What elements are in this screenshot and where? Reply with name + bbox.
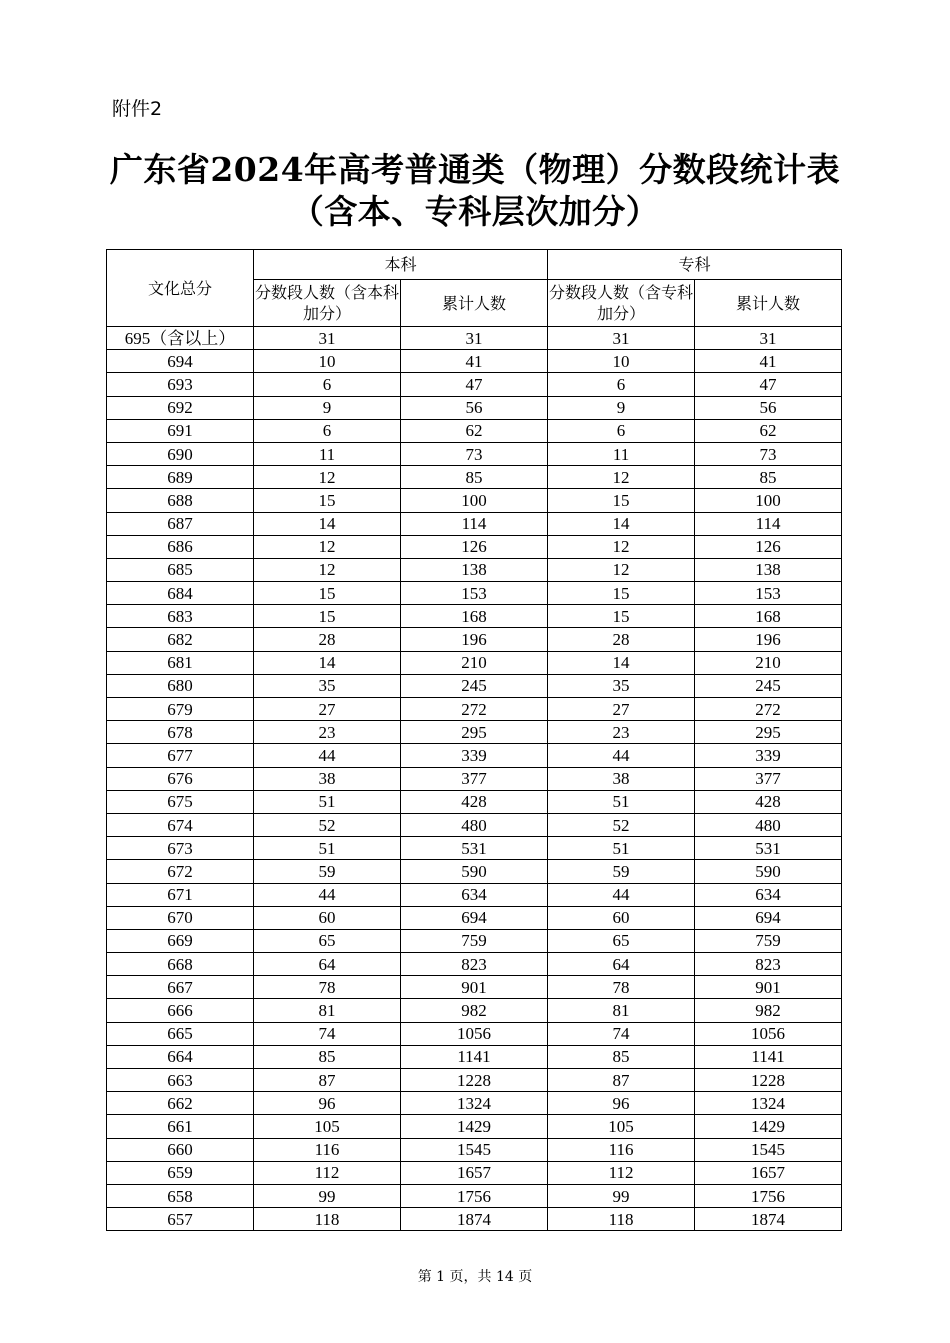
score-cell: 660 <box>107 1138 254 1161</box>
score-cell: 669 <box>107 929 254 952</box>
undergrad-cumulative-cell: 100 <box>401 489 548 512</box>
table-row <box>107 906 842 929</box>
college-cumulative-cell: 295 <box>695 721 842 744</box>
score-cell: 687 <box>107 512 254 535</box>
college-cumulative-cell: 31 <box>695 327 842 350</box>
undergrad-count-cell: 96 <box>254 1092 401 1115</box>
undergrad-cumulative-cell: 210 <box>401 651 548 674</box>
table-row <box>107 582 842 605</box>
score-cell: 690 <box>107 442 254 465</box>
table-row <box>107 535 842 558</box>
table-row <box>107 327 842 350</box>
table-row <box>107 350 842 373</box>
college-count-cell: 11 <box>548 442 695 465</box>
college-cumulative-cell: 1429 <box>695 1115 842 1138</box>
undergrad-count-cell: 99 <box>254 1184 401 1207</box>
score-cell: 692 <box>107 396 254 419</box>
undergrad-cumulative-cell: 196 <box>401 628 548 651</box>
undergrad-count-cell: 116 <box>254 1138 401 1161</box>
table-row <box>107 1115 842 1138</box>
score-cell: 662 <box>107 1092 254 1115</box>
page-footer: 第 1 页，共 14 页 <box>417 1269 533 1285</box>
undergrad-cumulative-cell: 1429 <box>401 1115 548 1138</box>
college-cumulative-cell: 1545 <box>695 1138 842 1161</box>
college-cumulative-cell: 73 <box>695 442 842 465</box>
undergrad-cumulative-cell: 153 <box>401 582 548 605</box>
table-row <box>107 396 842 419</box>
table-row <box>107 1138 842 1161</box>
undergrad-cumulative-cell: 759 <box>401 929 548 952</box>
table-row <box>107 373 842 396</box>
college-count-cell: 74 <box>548 1022 695 1045</box>
score-cell: 671 <box>107 883 254 906</box>
college-cumulative-cell: 531 <box>695 837 842 860</box>
college-cumulative-cell: 245 <box>695 674 842 697</box>
college-cumulative-cell: 339 <box>695 744 842 767</box>
undergrad-count-cell: 23 <box>254 721 401 744</box>
college-count-cell: 14 <box>548 651 695 674</box>
college-count-cell: 59 <box>548 860 695 883</box>
undergrad-count-cell: 14 <box>254 512 401 535</box>
college-cumulative-cell: 1056 <box>695 1022 842 1045</box>
header-college-count: 分数段人数（含专科加分） <box>548 280 695 327</box>
header-score: 文化总分 <box>107 250 254 327</box>
score-cell: 688 <box>107 489 254 512</box>
undergrad-cumulative-cell: 901 <box>401 976 548 999</box>
college-cumulative-cell: 62 <box>695 419 842 442</box>
college-count-cell: 44 <box>548 744 695 767</box>
score-cell: 681 <box>107 651 254 674</box>
header-undergrad-cumulative: 累计人数 <box>401 280 548 327</box>
undergrad-cumulative-cell: 1056 <box>401 1022 548 1045</box>
table-row <box>107 860 842 883</box>
score-cell: 674 <box>107 813 254 836</box>
undergrad-cumulative-cell: 73 <box>401 442 548 465</box>
undergrad-count-cell: 9 <box>254 396 401 419</box>
undergrad-count-cell: 112 <box>254 1161 401 1184</box>
college-cumulative-cell: 1874 <box>695 1208 842 1231</box>
undergrad-cumulative-cell: 56 <box>401 396 548 419</box>
table-row <box>107 976 842 999</box>
table-row <box>107 466 842 489</box>
table-row <box>107 1045 842 1068</box>
undergrad-count-cell: 105 <box>254 1115 401 1138</box>
college-cumulative-cell: 901 <box>695 976 842 999</box>
undergrad-cumulative-cell: 31 <box>401 327 548 350</box>
college-cumulative-cell: 1228 <box>695 1069 842 1092</box>
college-count-cell: 116 <box>548 1138 695 1161</box>
college-count-cell: 64 <box>548 953 695 976</box>
table-row <box>107 929 842 952</box>
college-count-cell: 112 <box>548 1161 695 1184</box>
undergrad-count-cell: 15 <box>254 582 401 605</box>
college-cumulative-cell: 138 <box>695 558 842 581</box>
header-college-cumulative: 累计人数 <box>695 280 842 327</box>
college-count-cell: 87 <box>548 1069 695 1092</box>
score-cell: 673 <box>107 837 254 860</box>
undergrad-count-cell: 51 <box>254 790 401 813</box>
undergrad-count-cell: 74 <box>254 1022 401 1045</box>
college-count-cell: 51 <box>548 790 695 813</box>
undergrad-cumulative-cell: 339 <box>401 744 548 767</box>
college-cumulative-cell: 1141 <box>695 1045 842 1068</box>
college-count-cell: 27 <box>548 698 695 721</box>
undergrad-cumulative-cell: 1874 <box>401 1208 548 1231</box>
table-row <box>107 628 842 651</box>
undergrad-cumulative-cell: 168 <box>401 605 548 628</box>
score-cell: 686 <box>107 535 254 558</box>
college-count-cell: 15 <box>548 489 695 512</box>
college-count-cell: 6 <box>548 373 695 396</box>
table-row <box>107 883 842 906</box>
undergrad-count-cell: 31 <box>254 327 401 350</box>
undergrad-cumulative-cell: 138 <box>401 558 548 581</box>
table-row <box>107 767 842 790</box>
table-row <box>107 1022 842 1045</box>
undergrad-count-cell: 35 <box>254 674 401 697</box>
score-cell: 675 <box>107 790 254 813</box>
score-distribution-table <box>106 249 842 1231</box>
college-cumulative-cell: 196 <box>695 628 842 651</box>
score-cell: 682 <box>107 628 254 651</box>
undergrad-cumulative-cell: 1756 <box>401 1184 548 1207</box>
undergrad-cumulative-cell: 982 <box>401 999 548 1022</box>
table-row <box>107 1161 842 1184</box>
table-row <box>107 674 842 697</box>
score-cell: 679 <box>107 698 254 721</box>
undergrad-count-cell: 11 <box>254 442 401 465</box>
table-row <box>107 813 842 836</box>
undergrad-count-cell: 6 <box>254 373 401 396</box>
college-cumulative-cell: 272 <box>695 698 842 721</box>
college-cumulative-cell: 694 <box>695 906 842 929</box>
college-count-cell: 12 <box>548 535 695 558</box>
undergrad-count-cell: 65 <box>254 929 401 952</box>
table-row <box>107 442 842 465</box>
college-count-cell: 51 <box>548 837 695 860</box>
score-cell: 680 <box>107 674 254 697</box>
undergrad-count-cell: 60 <box>254 906 401 929</box>
college-count-cell: 85 <box>548 1045 695 1068</box>
college-count-cell: 31 <box>548 327 695 350</box>
table-row <box>107 1208 842 1231</box>
college-cumulative-cell: 1756 <box>695 1184 842 1207</box>
college-cumulative-cell: 759 <box>695 929 842 952</box>
college-count-cell: 78 <box>548 976 695 999</box>
college-cumulative-cell: 1657 <box>695 1161 842 1184</box>
undergrad-cumulative-cell: 694 <box>401 906 548 929</box>
college-count-cell: 65 <box>548 929 695 952</box>
college-cumulative-cell: 56 <box>695 396 842 419</box>
undergrad-count-cell: 14 <box>254 651 401 674</box>
college-count-cell: 15 <box>548 582 695 605</box>
undergrad-cumulative-cell: 85 <box>401 466 548 489</box>
college-count-cell: 9 <box>548 396 695 419</box>
score-cell: 664 <box>107 1045 254 1068</box>
college-cumulative-cell: 210 <box>695 651 842 674</box>
table-row <box>107 999 842 1022</box>
college-cumulative-cell: 377 <box>695 767 842 790</box>
table-row <box>107 1092 842 1115</box>
undergrad-count-cell: 118 <box>254 1208 401 1231</box>
undergrad-count-cell: 78 <box>254 976 401 999</box>
college-count-cell: 60 <box>548 906 695 929</box>
undergrad-cumulative-cell: 295 <box>401 721 548 744</box>
undergrad-cumulative-cell: 41 <box>401 350 548 373</box>
undergrad-count-cell: 28 <box>254 628 401 651</box>
score-cell: 691 <box>107 419 254 442</box>
table-row <box>107 953 842 976</box>
table-row <box>107 489 842 512</box>
college-count-cell: 105 <box>548 1115 695 1138</box>
table-row <box>107 1069 842 1092</box>
score-cell: 678 <box>107 721 254 744</box>
undergrad-cumulative-cell: 480 <box>401 813 548 836</box>
score-cell: 683 <box>107 605 254 628</box>
score-cell: 663 <box>107 1069 254 1092</box>
page-subtitle: （含本、专科层次加分） <box>290 192 660 231</box>
undergrad-cumulative-cell: 126 <box>401 535 548 558</box>
score-cell: 685 <box>107 558 254 581</box>
score-cell: 668 <box>107 953 254 976</box>
table-row <box>107 1184 842 1207</box>
undergrad-cumulative-cell: 114 <box>401 512 548 535</box>
undergrad-count-cell: 52 <box>254 813 401 836</box>
college-count-cell: 35 <box>548 674 695 697</box>
undergrad-count-cell: 59 <box>254 860 401 883</box>
score-cell: 665 <box>107 1022 254 1045</box>
college-count-cell: 38 <box>548 767 695 790</box>
college-cumulative-cell: 100 <box>695 489 842 512</box>
score-cell: 672 <box>107 860 254 883</box>
score-cell: 694 <box>107 350 254 373</box>
undergrad-cumulative-cell: 1141 <box>401 1045 548 1068</box>
college-count-cell: 99 <box>548 1184 695 1207</box>
undergrad-count-cell: 10 <box>254 350 401 373</box>
score-cell: 693 <box>107 373 254 396</box>
college-count-cell: 96 <box>548 1092 695 1115</box>
undergrad-cumulative-cell: 590 <box>401 860 548 883</box>
score-cell: 661 <box>107 1115 254 1138</box>
college-cumulative-cell: 153 <box>695 582 842 605</box>
college-count-cell: 15 <box>548 605 695 628</box>
score-cell: 670 <box>107 906 254 929</box>
undergrad-count-cell: 12 <box>254 466 401 489</box>
table-body <box>107 327 842 1231</box>
undergrad-count-cell: 44 <box>254 744 401 767</box>
table-row <box>107 837 842 860</box>
undergrad-count-cell: 15 <box>254 605 401 628</box>
college-count-cell: 118 <box>548 1208 695 1231</box>
score-cell: 689 <box>107 466 254 489</box>
college-count-cell: 10 <box>548 350 695 373</box>
score-cell: 659 <box>107 1161 254 1184</box>
undergrad-cumulative-cell: 823 <box>401 953 548 976</box>
score-cell: 684 <box>107 582 254 605</box>
attachment-label: 附件2 <box>112 98 163 120</box>
college-count-cell: 52 <box>548 813 695 836</box>
undergrad-count-cell: 12 <box>254 535 401 558</box>
table-row <box>107 651 842 674</box>
page-title: 广东省2024年高考普通类（物理）分数段统计表 <box>109 150 841 189</box>
score-cell: 667 <box>107 976 254 999</box>
undergrad-cumulative-cell: 245 <box>401 674 548 697</box>
undergrad-cumulative-cell: 634 <box>401 883 548 906</box>
college-cumulative-cell: 590 <box>695 860 842 883</box>
undergrad-count-cell: 64 <box>254 953 401 976</box>
undergrad-cumulative-cell: 531 <box>401 837 548 860</box>
college-cumulative-cell: 1324 <box>695 1092 842 1115</box>
score-cell: 676 <box>107 767 254 790</box>
college-cumulative-cell: 126 <box>695 535 842 558</box>
college-count-cell: 23 <box>548 721 695 744</box>
college-cumulative-cell: 85 <box>695 466 842 489</box>
college-cumulative-cell: 480 <box>695 813 842 836</box>
score-cell: 657 <box>107 1208 254 1231</box>
college-cumulative-cell: 634 <box>695 883 842 906</box>
undergrad-count-cell: 81 <box>254 999 401 1022</box>
college-cumulative-cell: 168 <box>695 605 842 628</box>
undergrad-cumulative-cell: 1545 <box>401 1138 548 1161</box>
college-count-cell: 28 <box>548 628 695 651</box>
college-cumulative-cell: 428 <box>695 790 842 813</box>
score-cell: 677 <box>107 744 254 767</box>
header-undergrad-count: 分数段人数（含本科加分） <box>254 280 401 327</box>
college-count-cell: 12 <box>548 466 695 489</box>
score-cell: 658 <box>107 1184 254 1207</box>
undergrad-cumulative-cell: 1228 <box>401 1069 548 1092</box>
college-count-cell: 14 <box>548 512 695 535</box>
undergrad-count-cell: 87 <box>254 1069 401 1092</box>
college-cumulative-cell: 41 <box>695 350 842 373</box>
undergrad-count-cell: 51 <box>254 837 401 860</box>
college-cumulative-cell: 114 <box>695 512 842 535</box>
header-undergrad-group: 本科 <box>254 250 548 280</box>
header-college-group: 专科 <box>548 250 842 280</box>
undergrad-count-cell: 15 <box>254 489 401 512</box>
college-cumulative-cell: 47 <box>695 373 842 396</box>
college-count-cell: 44 <box>548 883 695 906</box>
undergrad-count-cell: 12 <box>254 558 401 581</box>
undergrad-cumulative-cell: 1657 <box>401 1161 548 1184</box>
college-cumulative-cell: 823 <box>695 953 842 976</box>
undergrad-cumulative-cell: 377 <box>401 767 548 790</box>
undergrad-cumulative-cell: 428 <box>401 790 548 813</box>
undergrad-cumulative-cell: 62 <box>401 419 548 442</box>
undergrad-count-cell: 27 <box>254 698 401 721</box>
table-row <box>107 512 842 535</box>
score-cell: 666 <box>107 999 254 1022</box>
college-count-cell: 81 <box>548 999 695 1022</box>
undergrad-count-cell: 6 <box>254 419 401 442</box>
undergrad-cumulative-cell: 47 <box>401 373 548 396</box>
undergrad-count-cell: 44 <box>254 883 401 906</box>
college-count-cell: 12 <box>548 558 695 581</box>
college-count-cell: 6 <box>548 419 695 442</box>
table-row <box>107 790 842 813</box>
score-cell: 695（含以上） <box>107 327 254 350</box>
college-cumulative-cell: 982 <box>695 999 842 1022</box>
table-row <box>107 605 842 628</box>
table-row <box>107 744 842 767</box>
table-row <box>107 419 842 442</box>
undergrad-cumulative-cell: 272 <box>401 698 548 721</box>
undergrad-count-cell: 85 <box>254 1045 401 1068</box>
table-row <box>107 558 842 581</box>
table-row <box>107 721 842 744</box>
undergrad-cumulative-cell: 1324 <box>401 1092 548 1115</box>
table-row <box>107 698 842 721</box>
undergrad-count-cell: 38 <box>254 767 401 790</box>
